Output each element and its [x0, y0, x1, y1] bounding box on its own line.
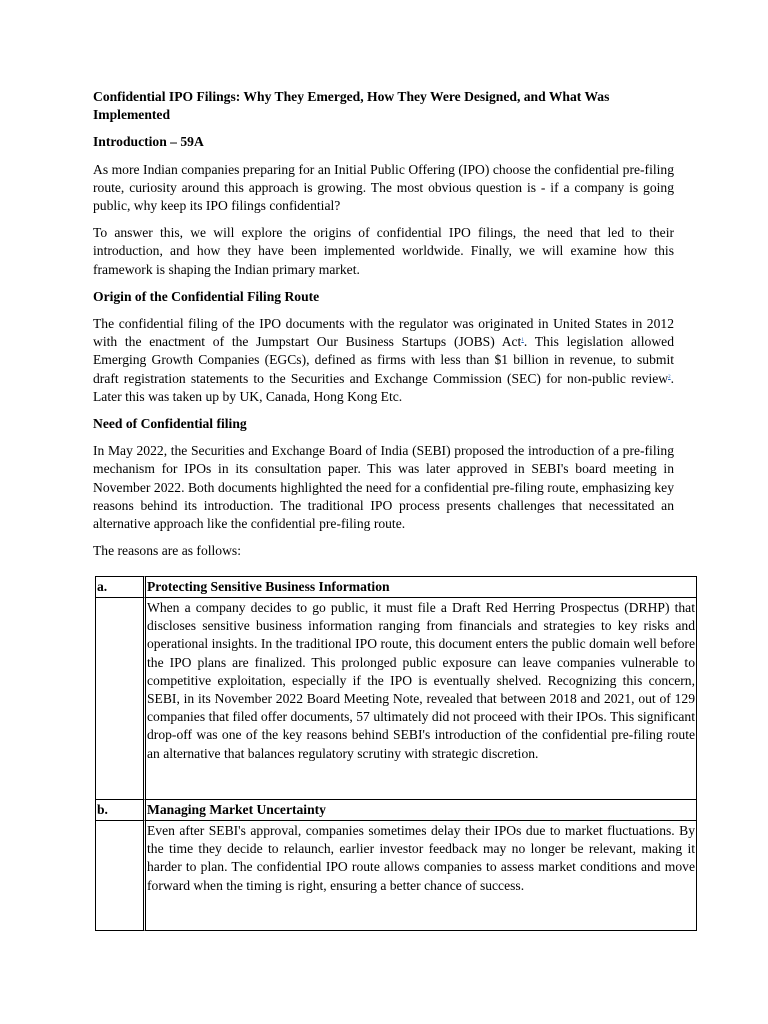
reason-header-row [95, 799, 697, 821]
reason-body: When a company decides to go public, it must file a Draft Red Herring Prospectus (DRHP) that discloses sensitive business information ranging from financials and strategies to key risks and operational insights. In the traditional IPO route, this document enters the public domain well before the IPO plans are finalized. This prolonged public exposure can leave companies vulnerable to competitive exploitation, especially if the IPO is eventually shelved. Recognizing this concern, SEBI, in its November 2022 Board Meeting Note, revealed that between 2018 and 2021, out of 129 companies that filed offer documents, 57 ultimately did not proceed with their IPOs. This significant drop-off was one of the key reasons behind SEBI's introduction of the confidential pre-filing route an alternative that balances regulatory scrutiny with strategic discretion. [146, 598, 697, 799]
reason-letter: a. [95, 576, 146, 598]
reason-header-row [95, 576, 697, 598]
footnote-link-2[interactable]: 2 [668, 374, 671, 380]
reason-letter: b. [95, 799, 146, 821]
origin-text-3: . Later this was taken up by UK, Canada, Hong Kong Etc. [93, 370, 674, 404]
intro-paragraph-1: As more Indian companies preparing for an Initial Public Offering (IPO) choose the confidential pre-filing route, curiosity around this approach is growing. The most obvious question is - if a company is going public, why keep its IPO filings confidential? [93, 161, 674, 214]
reasons-table [95, 576, 697, 931]
reason-body: Even after SEBI's approval, companies sometimes delay their IPOs due to market fluctuations. By the time they decide to relaunch, earlier investor feedback may no longer be relevant, making it harder to plan. The confidential IPO route allows companies to assess market conditions and move forward when the timing is right, ensuring a better chance of success. [146, 821, 697, 931]
reason-title: Protecting Sensitive Business Information [146, 576, 697, 598]
reason-title: Managing Market Uncertainty [146, 799, 697, 821]
origin-paragraph [93, 315, 674, 406]
intro-paragraph-2: To answer this, we will explore the origins of confidential IPO filings, the need that led to their introduction, and how they have been implemented worldwide. Finally, we will examine how this framework is shaping the Indian primary market. [93, 225, 674, 277]
need-paragraph: In May 2022, the Securities and Exchange Board of India (SEBI) proposed the introduction of a pre-filing mechanism for IPOs in its consultation paper. This was later approved in SEBI's board meeting in November 2022. Both documents highlighted the need for a confidential pre-filing route, emphasizing key reasons behind its introduction. The traditional IPO process presents challenges that necessitated an alternative approach like the confidential pre-filing route. [93, 443, 674, 532]
origin-text-2: . This legislation allowed Emerging Growth Companies (EGCs), defined as firms with less than $1 billion in revenue, to submit draft registration statements to the Securities and Exchange Commission (SEC) for non-public review [93, 334, 674, 386]
document-title: Confidential IPO Filings: Why They Emerged, How They Were Designed, and What Was Implemented [93, 89, 610, 123]
footnote-link-1[interactable]: 1 [521, 338, 524, 344]
origin-text-1: The confidential filing of the IPO documents with the regulator was originated in United States in 2012 with the enactment of the Jumpstart Our Business Startups (JOBS) Act [93, 316, 674, 350]
intro-heading: Introduction – 59A [93, 134, 204, 150]
need-heading: Need of Confidential filing [93, 416, 247, 432]
reason-body-row [95, 598, 697, 799]
reason-body-row [95, 821, 697, 931]
origin-heading: Origin of the Confidential Filing Route [93, 288, 320, 304]
reasons-intro: The reasons are as follows: [93, 543, 241, 559]
document-body [93, 88, 674, 569]
